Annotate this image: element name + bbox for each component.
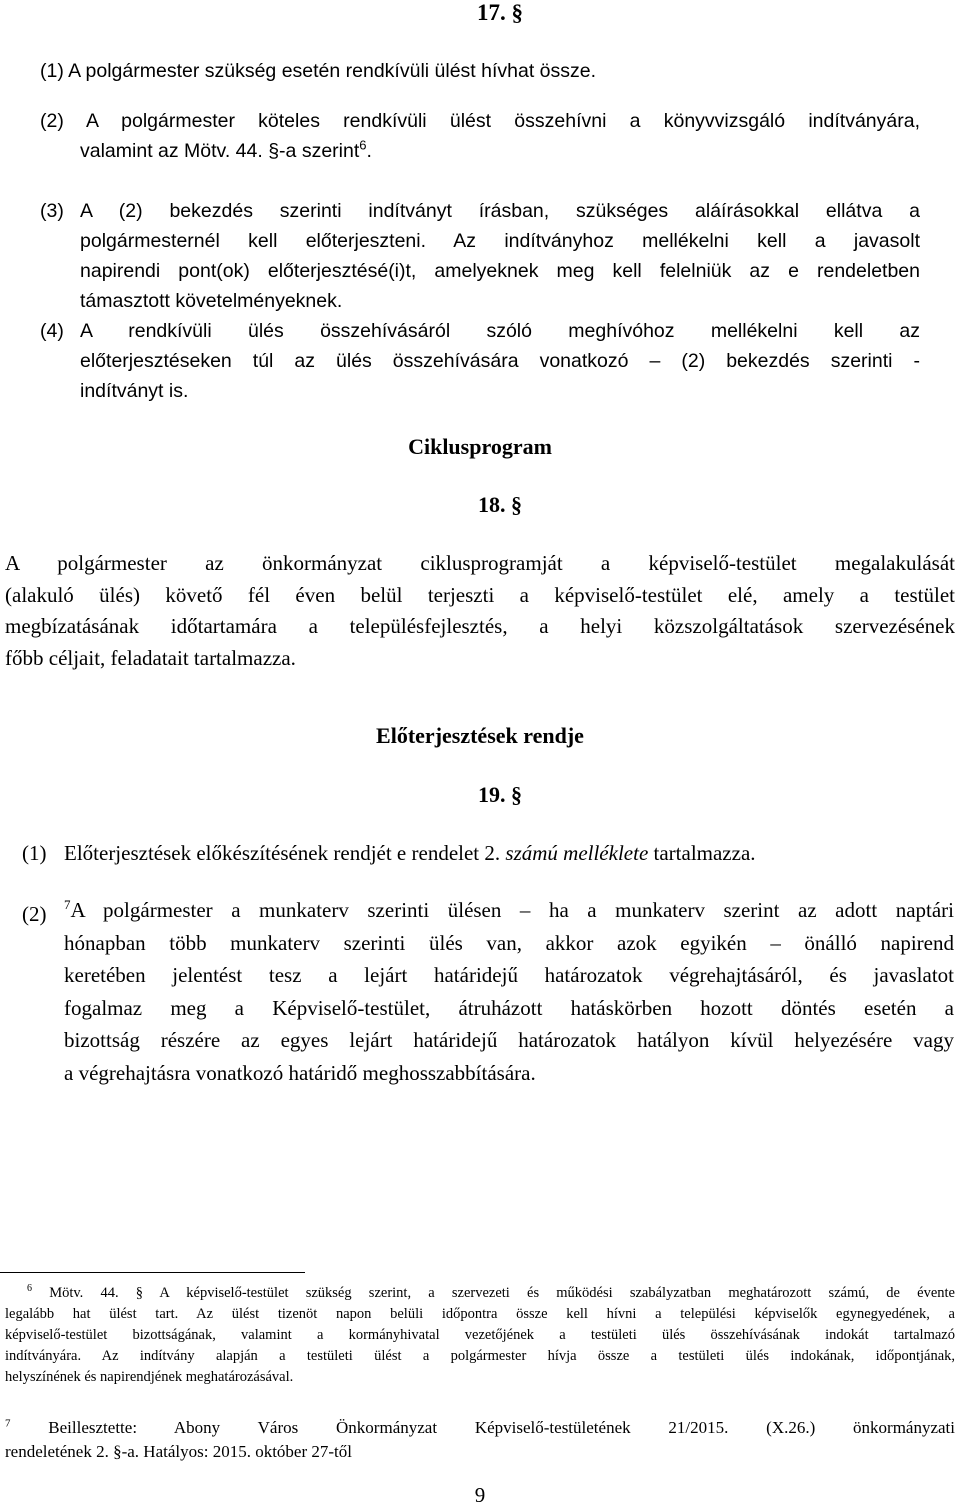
- s19-para-1-text-c: tartalmazza.: [653, 841, 756, 865]
- s19-para-2-line-1: [64, 894, 954, 927]
- footnote-7: [5, 1416, 955, 1464]
- s18-line-2: (alakuló ülés) követő fél éven belül terjeszti a képviselő-testület elé, amely a testület: [5, 582, 955, 607]
- s17-para-3-line-1: A (2) bekezdés szerinti indítványt írásban, szükséges aláírásokkal ellátva a: [80, 200, 920, 222]
- s17-para-2-text: valamint az Mötv. 44. §-a szerint: [80, 140, 360, 162]
- footnote-6-line-2: legalább hat ülést tart. Az ülést tizenöt napon belüli időpontra össze kell hívni a települési képviselők egynegyedének, a: [5, 1306, 955, 1322]
- s19-para-1-annex: számú melléklete: [505, 841, 649, 865]
- s19-para-2-line-2: hónapban több munkaterv szerinti ülés van, akkor azok egyikén – önálló napirend: [64, 930, 954, 955]
- footnote-6-line-3: képviselő-testület bizottságának, valamint a kormányhivatal vezetőjének a testületi ülés összehívásának indokát tartalmazó: [5, 1327, 955, 1343]
- s18-paragraph: [5, 548, 955, 674]
- section-19-heading: 19. §: [478, 782, 522, 807]
- s17-para-3-line-3: napirendi pont(ok) előterjesztésé(i)t, amelyeknek meg kell felelniük az e rendeletben: [80, 260, 920, 282]
- s19-para-2-line-4: fogalmaz meg a Képviselő-testület, átruházott hatáskörben hozott döntés esetén a: [64, 995, 954, 1020]
- s19-para-1-number: (1): [22, 841, 47, 865]
- s19-para-2-line-5: bizottság részére az egyes lejárt határidejű határozatok hatályon kívül helyezésére vagy: [64, 1028, 954, 1053]
- footnote-7-line-1-text: Beillesztette: Abony Város Önkormányzat Képviselő-testületének 21/2015. (X.26.) önkormányzati: [48, 1418, 956, 1437]
- s17-para-4-line-1: A rendkívüli ülés összehívásáról szóló meghívóhoz mellékelni kell az: [80, 320, 920, 342]
- s17-para-2-line-2: [40, 136, 920, 166]
- s19-para-2-number: (2): [22, 902, 47, 926]
- footnote-6-mark: 6: [27, 1283, 32, 1295]
- footnote-6-line-1-text: Mötv. 44. § A képviselő-testület szükség szerint, a szervezeti és működési szabályzatban meghatározott számú, de évente: [49, 1285, 955, 1301]
- page-number: 9: [474, 1483, 486, 1507]
- s19-para-2: [22, 894, 954, 1090]
- s17-para-4-line-2: előterjesztéseken túl az ülés összehívására vonatkozó – (2) bekezdés szerinti -: [80, 350, 920, 372]
- s19-para-2-line-6: a végrehajtásra vonatkozó határidő meghosszabbítására.: [64, 1060, 536, 1085]
- s17-para-3-line-2: polgármesternél kell előterjeszteni. Az indítványhoz mellékelni kell a javasolt: [80, 230, 920, 252]
- s17-para-3-line-4: támasztott követelményeknek.: [80, 290, 343, 312]
- s18-line-1: A polgármester az önkormányzat ciklusprogramját a képviselő-testület megalakulását: [5, 551, 955, 575]
- s17-para-4: [40, 316, 920, 406]
- s17-para-3-number: (3): [40, 200, 64, 222]
- s19-para-1-text-a: Előterjesztések előkészítésének rendjét e rendelet 2.: [64, 841, 501, 865]
- s17-para-2-line-1: (2) A polgármester köteles rendkívüli ülést összehívni a könyvvizsgáló indítványára,: [40, 110, 920, 132]
- footnote-7-line-1: [5, 1416, 955, 1440]
- s18-line-4: főbb céljait, feladatait tartalmazza.: [5, 645, 296, 670]
- footnote-6-line-4: indítványára. Az indítvány alapján a testületi ülést a polgármester hívja össze a testületi ülés indokának, időpontjának,: [5, 1348, 955, 1364]
- eloterjesztesek-title: Előterjesztések rendje: [376, 723, 584, 748]
- s17-para-2: [40, 106, 920, 166]
- footnote-7-mark: 7: [5, 1417, 11, 1430]
- section-18-heading: 18. §: [478, 492, 522, 517]
- s19-para-2-line-3: keretében jelentést tesz a lejárt határidejű határozatok végrehajtásáról, és javaslatot: [64, 963, 954, 988]
- s17-para-4-line-3: indítványt is.: [80, 380, 189, 402]
- footnote-7-line-2: rendeletének 2. §-a. Hatályos: 2015. október 27-től: [5, 1442, 352, 1461]
- footnote-ref-7: 7: [64, 897, 71, 912]
- ciklusprogram-title: Ciklusprogram: [408, 434, 552, 459]
- footnote-separator: [0, 1272, 305, 1273]
- footnote-6-line-1: [5, 1283, 955, 1304]
- s17-para-2-end: .: [366, 140, 372, 162]
- s18-line-3: megbízatásának időtartamára a településfejlesztés, a helyi közszolgáltatások szervezésének: [5, 614, 955, 638]
- footnote-6-line-5: helyszínének és napirendjének meghatározásával.: [5, 1369, 294, 1385]
- footnote-ref-6: 6: [359, 137, 367, 153]
- footnote-6: [5, 1283, 955, 1388]
- s17-para-4-number: (4): [40, 320, 64, 342]
- s19-para-2-line-1-text: A polgármester a munkaterv szerinti ülésen – ha a munkaterv szerint az adott naptári: [70, 898, 954, 922]
- s17-para-1: (1) A polgármester szükség esetén rendkívüli ülést hívhat össze.: [40, 60, 597, 82]
- section-17-heading: 17. §: [477, 0, 523, 25]
- s19-para-1: [22, 838, 952, 868]
- s17-para-3: [40, 196, 920, 316]
